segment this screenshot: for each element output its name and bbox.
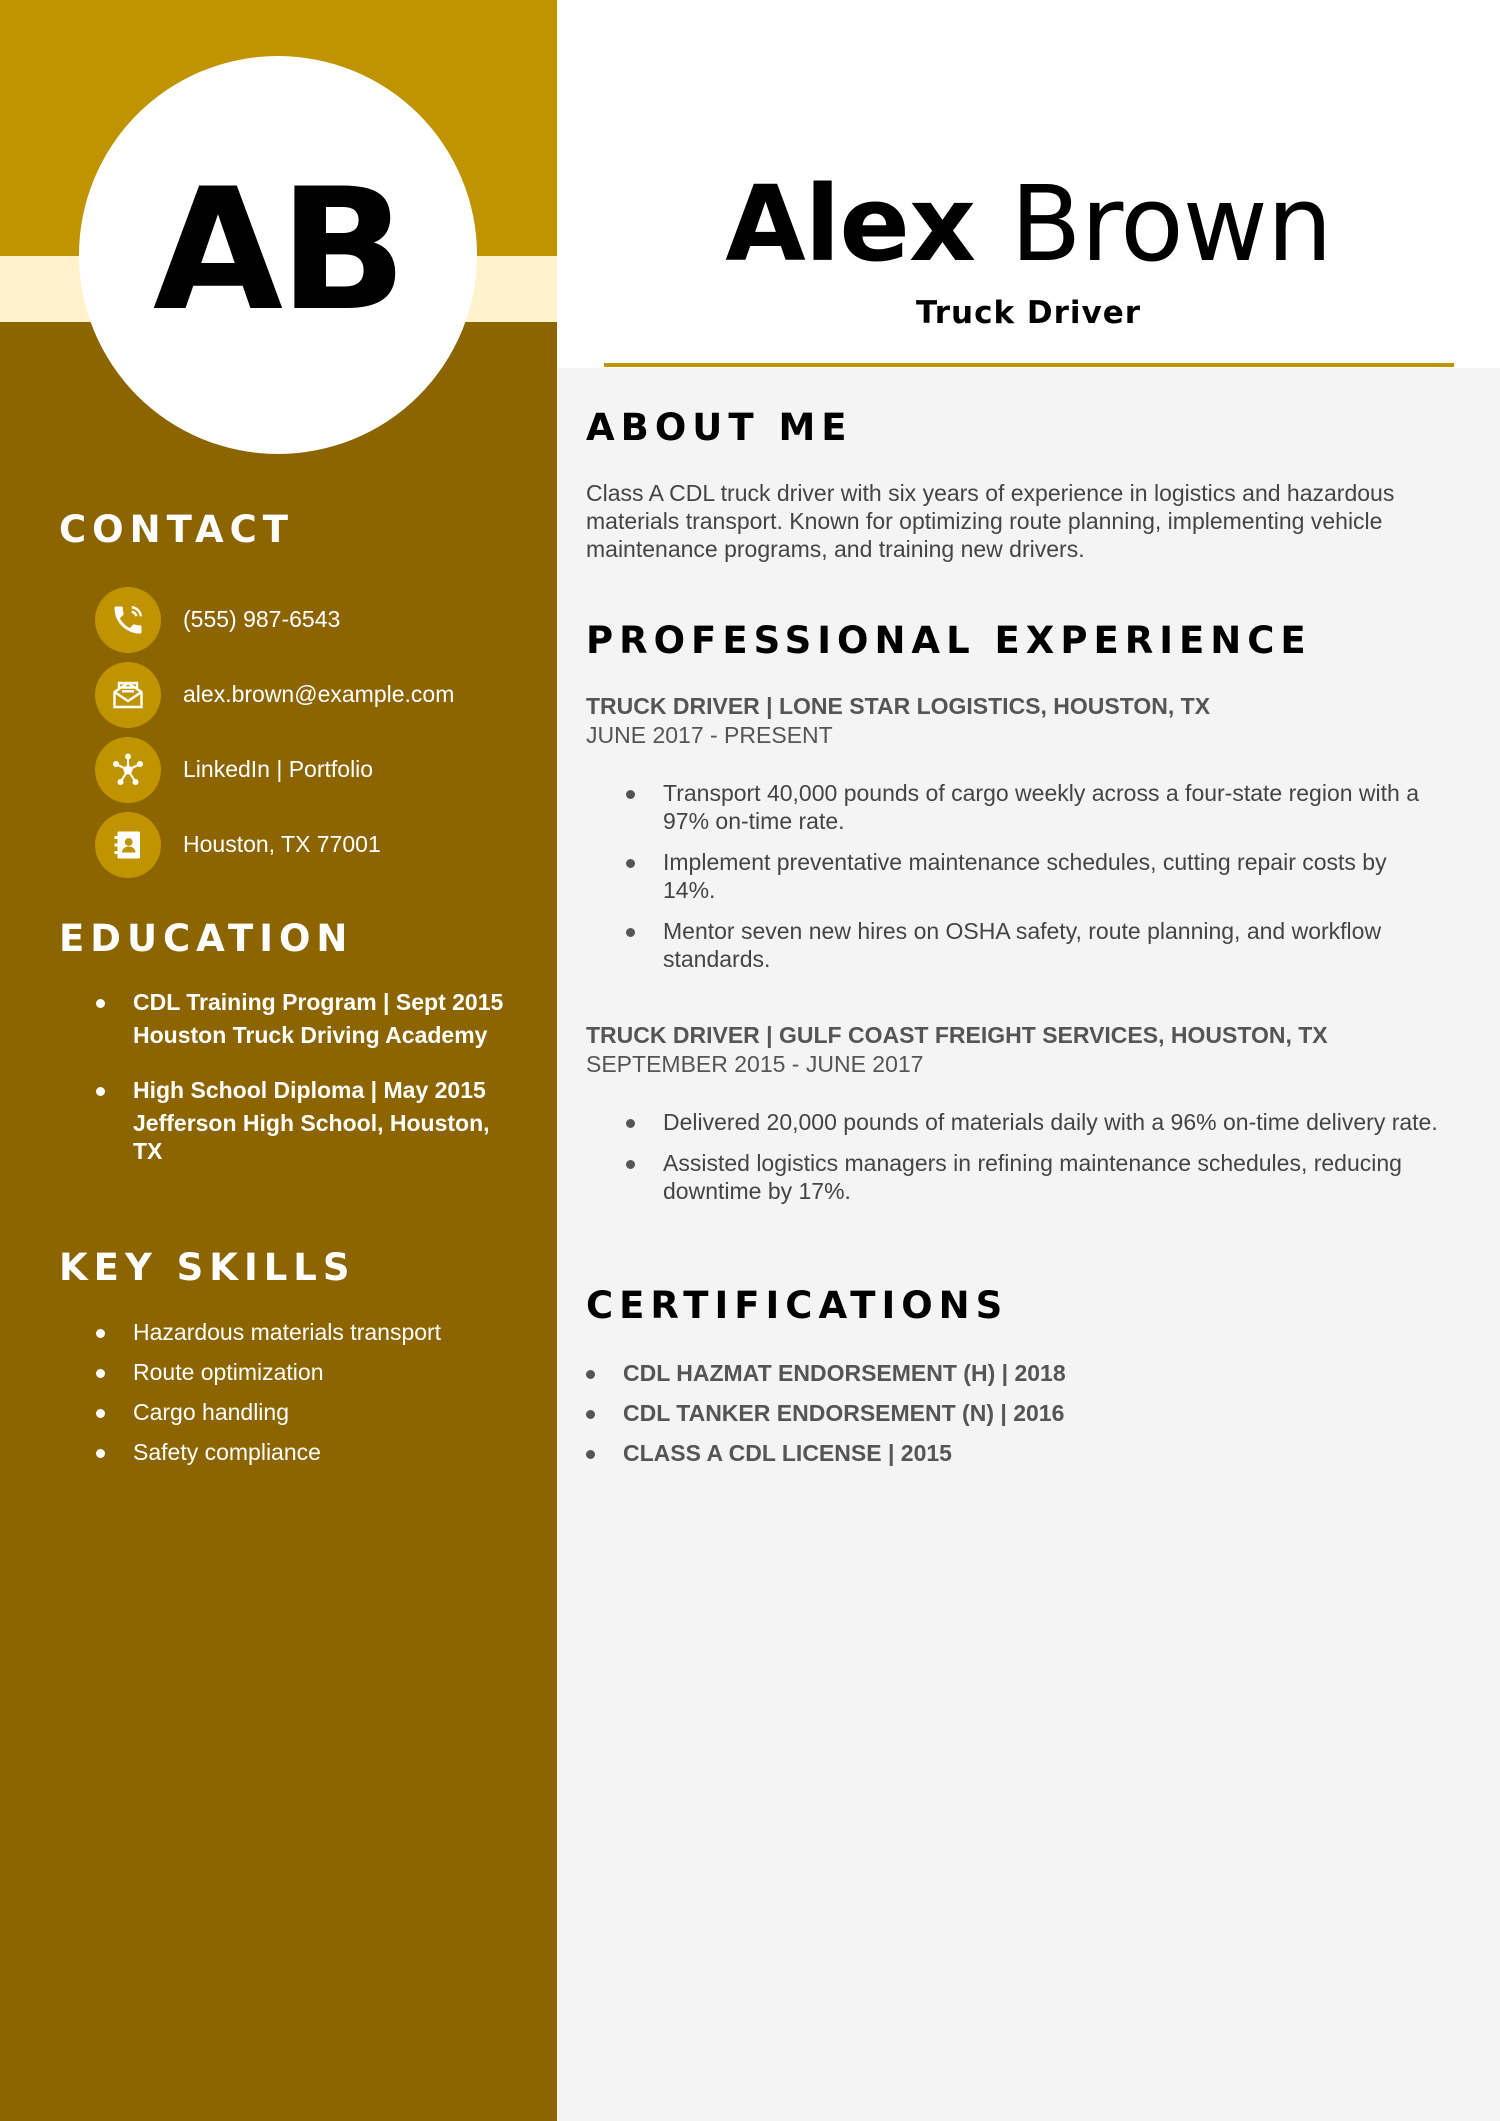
education-list <box>92 988 512 1192</box>
education-heading: EDUCATION <box>59 917 354 960</box>
monogram-badge <box>79 56 477 454</box>
education-school: Houston Truck Driving Academy <box>133 1022 488 1048</box>
job-dates-2: SEPTEMBER 2015 - JUNE 2017 <box>586 1051 924 1077</box>
header-divider <box>604 363 1454 367</box>
education-item <box>92 1076 512 1165</box>
contact-links <box>95 732 454 807</box>
job-bullet: Assisted logistics managers in refining maintenance schedules, reducing downtime by 17%. <box>622 1149 1442 1205</box>
skill-item: Cargo handling <box>92 1398 441 1426</box>
job-title-1: TRUCK DRIVER | LONE STAR LOGISTICS, HOUSTON, TX <box>586 693 1211 719</box>
last-name: Brown <box>1010 163 1332 285</box>
address-text: Houston, TX 77001 <box>183 831 381 857</box>
education-degree: CDL Training Program | Sept 2015 <box>133 989 504 1015</box>
monogram-initials: AB <box>152 152 404 348</box>
certifications-heading: CERTIFICATIONS <box>586 1284 1009 1327</box>
certifications-list <box>586 1359 1066 1479</box>
network-icon <box>95 737 161 803</box>
certification-item: CDL TANKER ENDORSEMENT (N) | 2016 <box>586 1399 1066 1427</box>
address-book-icon <box>95 812 161 878</box>
contact-phone <box>95 582 454 657</box>
job-bullet: Delivered 20,000 pounds of materials daily with a 96% on-time delivery rate. <box>622 1108 1442 1136</box>
email-text[interactable]: alex.brown@example.com <box>183 681 455 707</box>
certification-item: CLASS A CDL LICENSE | 2015 <box>586 1439 1066 1467</box>
education-degree: High School Diploma | May 2015 <box>133 1077 486 1103</box>
mail-icon <box>95 662 161 728</box>
skills-heading: KEY SKILLS <box>59 1246 356 1289</box>
job-bullets-2 <box>622 1108 1442 1218</box>
job-bullets-1 <box>622 779 1442 986</box>
job-bullet: Transport 40,000 pounds of cargo weekly across a four-state region with a 97% on-time rate. <box>622 779 1442 835</box>
phone-text[interactable]: (555) 987-6543 <box>183 606 341 632</box>
skill-item: Route optimization <box>92 1358 441 1386</box>
about-text: Class A CDL truck driver with six years of experience in logistics and hazardous materials transport. Known for optimizing route planning, implementing vehicle maintenance programs, and training new drivers. <box>586 480 1395 562</box>
job-title: Truck Driver <box>915 295 1142 331</box>
skill-item: Hazardous materials transport <box>92 1318 441 1346</box>
about-heading: ABOUT ME <box>586 406 853 449</box>
contact-list <box>95 582 454 882</box>
skills-list <box>92 1318 441 1478</box>
skill-item: Safety compliance <box>92 1438 441 1466</box>
job-dates-1: JUNE 2017 - PRESENT <box>586 722 833 748</box>
job-title-2: TRUCK DRIVER | GULF COAST FREIGHT SERVICES, HOUSTON, TX <box>586 1022 1328 1048</box>
job-bullet: Mentor seven new hires on OSHA safety, route planning, and workflow standards. <box>622 917 1442 973</box>
education-item <box>92 988 512 1049</box>
contact-address <box>95 807 454 882</box>
phone-icon <box>95 587 161 653</box>
sidebar <box>0 0 557 2121</box>
contact-email <box>95 657 454 732</box>
first-name: Alex <box>725 163 976 285</box>
links-text[interactable]: LinkedIn | Portfolio <box>183 756 374 782</box>
job-bullet: Implement preventative maintenance schedules, cutting repair costs by 14%. <box>622 848 1442 904</box>
experience-heading: PROFESSIONAL EXPERIENCE <box>586 619 1312 662</box>
contact-heading: CONTACT <box>59 508 294 551</box>
candidate-name <box>557 163 1500 285</box>
education-school: Jefferson High School, Houston, TX <box>133 1110 490 1164</box>
certification-item: CDL HAZMAT ENDORSEMENT (H) | 2018 <box>586 1359 1066 1387</box>
resume-header <box>557 0 1500 368</box>
